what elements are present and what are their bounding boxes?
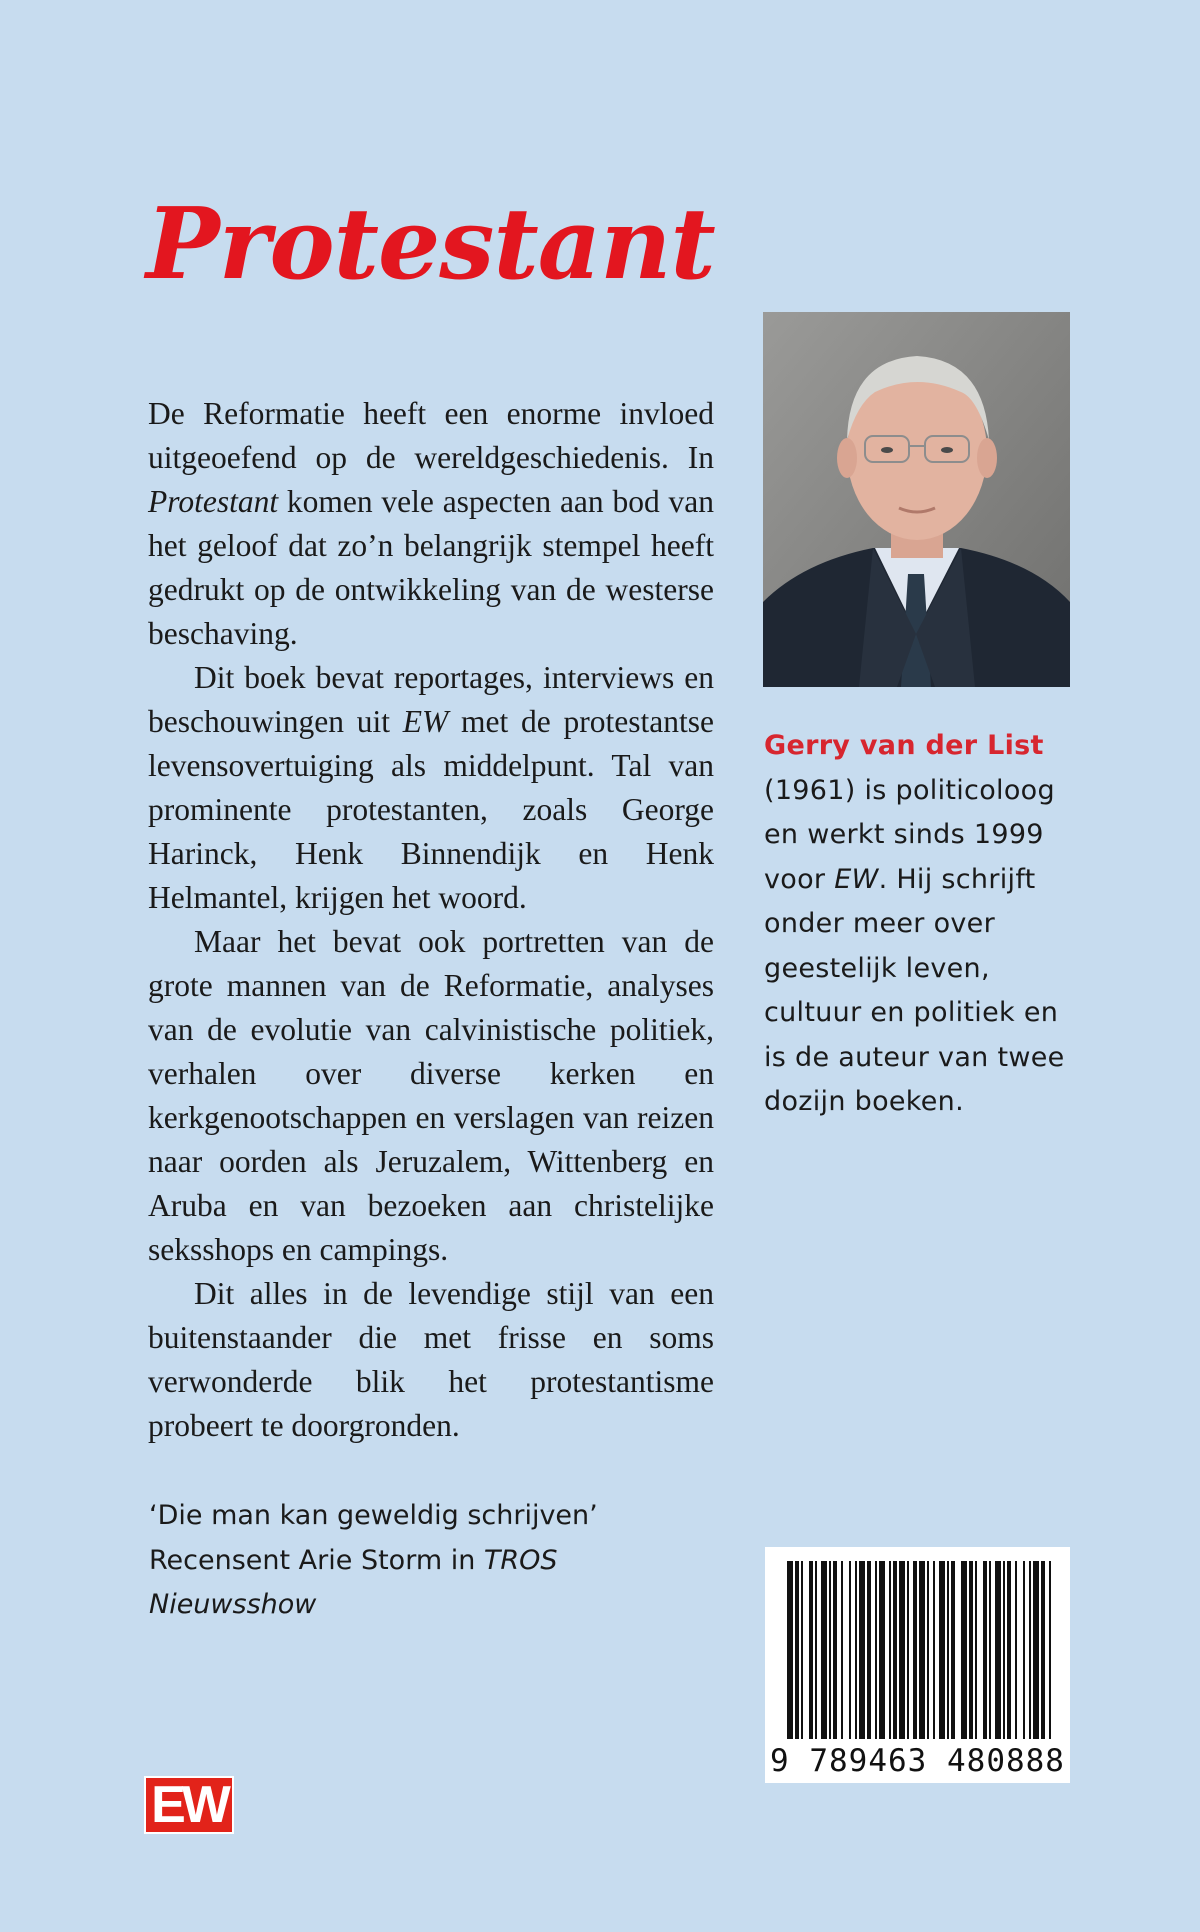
barcode-bar (907, 1561, 909, 1739)
author-bio-text: (1961) is politicoloog en werkt sinds 1999 voor EW. Hij schrijft onder meer over geestelijk leven, cultuur en politiek en is de auteur van twee dozijn boeken. (764, 774, 1065, 1117)
barcode-bar (961, 1561, 967, 1739)
barcode-bar (867, 1561, 871, 1739)
blurb (148, 392, 714, 1448)
barcode-bar (875, 1561, 877, 1739)
quote-text: ‘Die man kan geweldig schrijven’ (149, 1500, 598, 1531)
isbn-number: 9 789463 480888 (770, 1743, 1065, 1779)
review-quote (149, 1494, 689, 1628)
barcode-bar (893, 1561, 897, 1739)
barcode-bar (927, 1561, 929, 1739)
blurb-paragraph: Maar het bevat ook portretten van de grote mannen van de Reformatie, analyses van de evolutie van calvinistische politiek, verhalen over diverse kerken en kerkgenootschappen en verslagen van reizen naar oorden als Jeruzalem, Wittenberg en Aruba en van bezoeken aan christelijke seksshops en campings. (148, 924, 714, 1267)
barcode-bar (879, 1561, 885, 1739)
barcode-bar (939, 1561, 945, 1739)
barcode-bar (989, 1561, 991, 1739)
barcode-bar (801, 1561, 803, 1739)
quote-attribution: Recensent Arie Storm in TROS Nieuwsshow (149, 1544, 558, 1620)
barcode-bar (849, 1561, 851, 1739)
barcode-bar (1007, 1561, 1011, 1739)
barcode-bar (859, 1561, 865, 1739)
barcode-bar (983, 1561, 987, 1739)
barcode-bar (995, 1561, 1001, 1739)
blurb-paragraph: De Reformatie heeft een enorme invloed uitgeoefend op de wereldgeschiedenis. In Protestant komen vele aspecten aan bod van het geloof dat zo’n belangrijk stempel heeft gedrukt op de ontwikkeling van de westerse beschaving. (148, 396, 714, 651)
barcode-bar (829, 1561, 831, 1739)
barcode-bar (969, 1561, 973, 1739)
barcode-bar (787, 1561, 793, 1739)
barcode-bar (855, 1561, 857, 1739)
barcode-bar (1041, 1561, 1045, 1739)
author-portrait-illustration (763, 312, 1070, 687)
barcode-bar (809, 1561, 813, 1739)
blurb-paragraph: Dit boek bevat reportages, interviews en beschouwingen uit EW met de protestantse levensovertuiging als middelpunt. Tal van prominente protestanten, zoals George Harinck, Henk Binnendijk en Henk Helmantel, krijgen het woord. (148, 660, 714, 915)
barcode-bar (1015, 1561, 1017, 1739)
author-name: Gerry van der List (764, 730, 1044, 761)
barcode-bar (1033, 1561, 1039, 1739)
barcode-bar (1049, 1561, 1051, 1739)
barcode-bar (933, 1561, 935, 1739)
barcode-bar (951, 1561, 955, 1739)
barcode-bar (841, 1561, 843, 1739)
barcode-bar (889, 1561, 891, 1739)
publisher-logo: EW (144, 1776, 234, 1834)
barcode-bar (795, 1561, 799, 1739)
barcode-bar (1029, 1561, 1031, 1739)
barcode-bar (919, 1561, 925, 1739)
barcode-bar (1023, 1561, 1025, 1739)
blurb-paragraph: Dit alles in de levendige stijl van een buitenstaander die met frisse en soms verwonderde blik het protestantisme probeert te doorgronden. (148, 1276, 714, 1443)
barcode-bar (821, 1561, 827, 1739)
barcode-bar (1003, 1561, 1005, 1739)
barcode-bar (975, 1561, 977, 1739)
barcode-bar (913, 1561, 917, 1739)
author-bio (764, 724, 1074, 1125)
author-portrait (763, 312, 1070, 687)
isbn-barcode (765, 1547, 1070, 1783)
barcode-bar (947, 1561, 949, 1739)
barcode-bar (833, 1561, 837, 1739)
book-title: Protestant (146, 187, 715, 302)
barcode-bar (899, 1561, 905, 1739)
barcode-bar (815, 1561, 817, 1739)
